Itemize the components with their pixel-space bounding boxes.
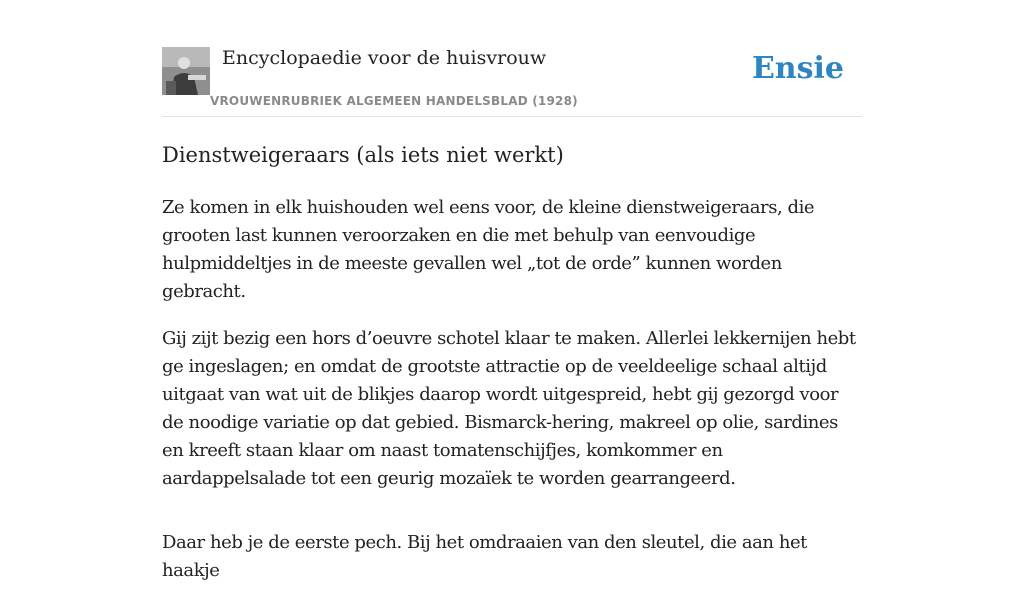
blog-title[interactable]: Encyclopaedie voor de huisvrouw bbox=[222, 47, 547, 69]
article-paragraph: Ze komen in elk huishouden wel eens voor, de kleine dienstweigeraars, die grooten last kunnen veroorzaken en die met behulp van eenvoudige hulpmiddeltjes in de meeste gevallen wel „tot de orde” kunnen worden gebracht. bbox=[162, 197, 815, 302]
article-paragraph: Daar heb je de eerste pech. Bij het omdraaien van den sleutel, die aan het haakje bbox=[162, 532, 807, 581]
blog-header bbox=[162, 40, 862, 117]
blog-subtitle: VROUWENRUBRIEK ALGEMEEN HANDELSBLAD (1928) bbox=[210, 94, 578, 108]
article bbox=[162, 140, 864, 604]
article-title: Dienstweigeraars (als iets niet werkt) bbox=[162, 143, 564, 167]
blog-avatar[interactable] bbox=[162, 47, 210, 95]
article-paragraph: Gij zijt bezig een hors d’oeuvre schotel klaar te maken. Allerlei lekkernijen hebt ge ingeslagen; en omdat de grootste attractie op de veeldeelige schaal altijd uitgaat van wat uit de blikjes daarop wordt uitgespreid, hebt gij gezorgd voor de noodige variatie op dat gebied. Bismarck-hering, makreel op olie, sardines en kreeft staan klaar om naast tomatenschijfjes, komkommer en aardappelsalade tot een geurig mozaïek te worden gearrangeerd. bbox=[162, 328, 856, 489]
photo-avatar-icon bbox=[162, 47, 210, 95]
ensie-logo-link[interactable]: Ensie bbox=[751, 51, 844, 86]
